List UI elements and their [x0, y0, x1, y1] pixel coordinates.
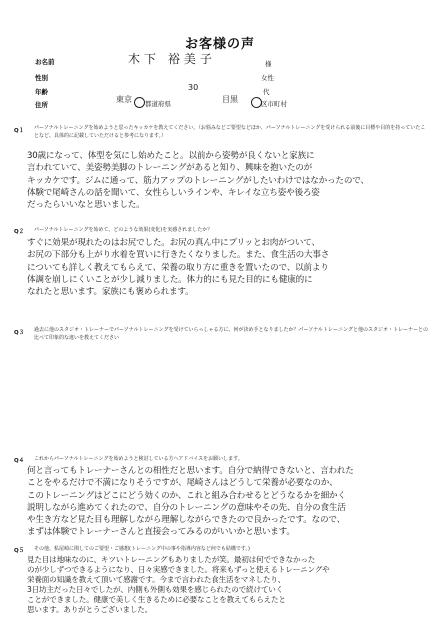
sex-value: 女性	[261, 74, 274, 82]
answer-line: お尻の下部分も上がり水着を買いに行きたくなりました。また、食生活の大事さ	[27, 250, 330, 261]
answer-line: 体調を崩しにくいことが少し減りました。体力的にも見た目的にも健康的に	[27, 274, 313, 285]
prefecture-unit: 都道府県	[145, 100, 171, 108]
answer-line: なれたと思います。家族にも褒められます。	[27, 287, 194, 298]
prefecture-circle	[134, 97, 145, 108]
q4-text: これからパーソナルトレーニングを始めようと検討している方へアドバイスをお願いします。	[34, 456, 243, 462]
q2-answer	[27, 237, 431, 298]
answer-line: 思います。ありがとうございました。	[27, 605, 153, 614]
q2-text: パーソナルトレーニングを始めて、どのような効果(変化)を実感されましたか？	[34, 227, 213, 233]
age-unit: 代	[263, 88, 270, 96]
answer-line: についても詳しく教えてもらえて、栄養の取り方に重きを置いたので、以前より	[27, 262, 329, 273]
address-label: 住所	[35, 101, 48, 109]
answer-line: まずは体験でトレーナーさんと直接会ってみるのがいいかと思います。	[27, 527, 295, 538]
answer-line: だったらいいなと思いました。	[27, 200, 145, 211]
q2-number: Q２	[14, 229, 25, 235]
answer-line: 言われていて、美姿勢美脚のトレーニングがあると知り、興味を抱いたのが	[27, 163, 313, 174]
answer-line: 栄養面の知識を教えて頂いて感謝です。今まで言われた食生活をマネしたり、	[27, 575, 286, 584]
answer-line: 30歳になって、体型を気にし始めたこと。以前から姿勢が良くないと家族に	[27, 151, 315, 161]
name-label: お名前	[35, 58, 55, 66]
city-unit: 区市町村	[261, 100, 287, 108]
answer-line: ことができました。健康で美しく生きるために必要なことを教えてもらえたと	[27, 595, 286, 604]
answer-line: ことをやるだけで不満になりそうですが、尾崎さんはどうして栄養が必要なのか、	[27, 478, 338, 489]
answer-line: 見た目は地味なのに、キツいトレーニングもありましたが笑。最初は何でできなかった	[27, 555, 316, 564]
page-title: お客様の声	[184, 37, 255, 52]
sex-label: 性別	[35, 74, 48, 82]
q3-number: Q３	[14, 330, 25, 336]
answer-line: キッカケです。ジムに通って、筋力アップのトレーニングがしたいわけではなかったので、	[27, 175, 369, 186]
city-value: 目黒	[222, 95, 238, 104]
q4-answer	[27, 465, 431, 539]
answer-line: 説明しながら進めてくれたので、自分のトレーニングの意味やその先、自分の食生活	[27, 502, 346, 513]
q1-answer	[27, 150, 431, 211]
q5-answer	[27, 555, 431, 615]
answer-line: や生き方など見た目も理解しながら理解しながらできたので良かったです。なので、	[27, 515, 346, 526]
answer-line: このトレーニングはどこにどう効くのか、これと組み合わせるとどうなるかを細かく	[27, 490, 346, 501]
q1-text: パーソナルトレーニングを始めようと思ったキッカケを教えてください。（お悩みなどご要望などほか、パーソナルトレーニングを受けられる前後に目標や目的を持っていたことなど、具体的に記載していただけると参考になります。）	[34, 125, 426, 139]
q4-number: Q４	[14, 458, 25, 464]
q5-text: その他、私尾崎に関してのご要望・ご感想(トレーニング中の事や指導内容など何でも結構です。)	[34, 546, 250, 552]
q5-number: Q５	[14, 548, 25, 554]
answer-line: すぐに効果が現れたのはお尻でした。お尻の真ん中にプリッとお肉がついて、	[27, 238, 320, 248]
q3-text: 過去に他のスタジオ・トレーナーでパーソナルトレーニングを受けていらっしゃる方に、何が決め手となりましたか？パーソナルトレーニングと他のスタジオ・トレーナーとの比べて印象的な違いを教えてください	[34, 327, 429, 341]
age-value: 30	[188, 83, 199, 92]
name-value: 木下 裕美子	[128, 52, 216, 66]
q1-number: Q１	[14, 128, 25, 134]
age-label: 年齢	[35, 88, 48, 96]
answer-line: 何と言ってもトレーナーさんとの相性だと思います。自分で納得できないと、言われた	[27, 466, 354, 476]
prefecture-value: 東京	[116, 95, 132, 104]
honorific: 様	[265, 60, 272, 68]
answer-line: のが少しずつできるようになり、日々実感できました。将来もずっと使えるトレーニングや	[27, 565, 330, 574]
answer-line: 3日坊主だった日々でしたが、内側も外側も効果を感じられたので続けていく	[27, 585, 284, 594]
answer-line: 体験で尾崎さんの話を聞いて、女性らしいラインや、キレイな立ち姿や後ろ姿	[27, 187, 320, 198]
